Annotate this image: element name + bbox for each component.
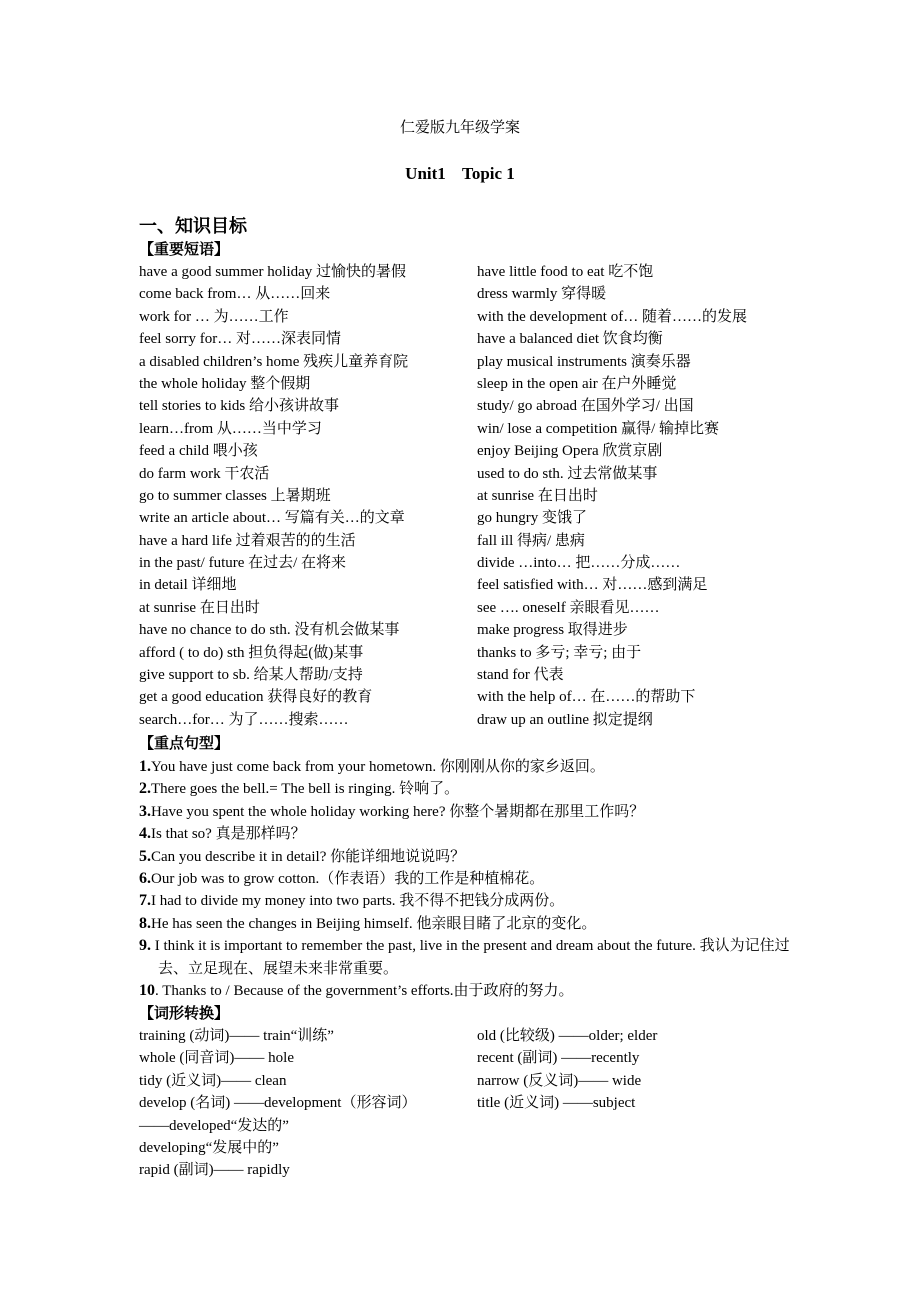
sentence-item [139, 823, 799, 845]
phrase-row [139, 261, 789, 283]
phrase-row [139, 463, 789, 485]
sentence-number: 9. [139, 937, 151, 955]
sentence-text: You have just come back from your hometown. 你刚刚从你的家乡返回。 [151, 759, 605, 775]
sentence-item [139, 935, 799, 980]
conversion-row [139, 1025, 789, 1047]
section-title: 一、知识目标 [139, 216, 247, 236]
phrase-row [139, 507, 789, 529]
sentence-item [139, 778, 799, 800]
phrase-left: a disabled children’s home 残疾儿童养育院 [139, 353, 409, 370]
sentence-item [139, 913, 799, 935]
phrase-row [139, 395, 789, 417]
unit-topic-title [0, 164, 920, 184]
conversion-left: rapid (副词)—— rapidly [139, 1162, 290, 1179]
conversion-left: developing“发展中的” [139, 1139, 279, 1156]
phrase-left: come back from… 从……回来 [139, 286, 331, 303]
phrase-left: at sunrise 在日出时 [139, 599, 260, 616]
phrase-right: thanks to 多亏; 幸亏; 由于 [477, 644, 642, 661]
phrase-right: win/ lose a competition 赢得/ 输掉比赛 [477, 420, 720, 437]
phrase-left: give support to sb. 给某人帮助/支持 [139, 667, 363, 684]
phrase-row [139, 664, 789, 686]
sentence-item [139, 890, 799, 912]
phrase-right: play musical instruments 演奏乐器 [477, 353, 691, 370]
phrase-left: have a good summer holiday 过愉快的暑假 [139, 264, 407, 280]
phrase-row [139, 485, 789, 507]
phrase-left: have a hard life 过着艰苦的的生活 [139, 532, 356, 549]
phrase-left: the whole holiday 整个假期 [139, 375, 311, 392]
phrase-left: in the past/ future 在过去/ 在将来 [139, 555, 347, 572]
phrase-right: used to do sth. 过去常做某事 [477, 465, 658, 482]
conversion-right: recent (副词) ——recently [477, 1050, 640, 1067]
sentence-text: I think it is important to remember the past, live in the present and dream about the future. 我认为记住过去、立足现在、展望未来非常重要。 [151, 938, 790, 977]
phrase-left: go to summer classes 上暑期班 [139, 487, 331, 504]
conversion-heading: 【词形转换】 [139, 1006, 230, 1022]
sentence-item [139, 756, 799, 778]
phrase-left: work for … 为……工作 [139, 308, 289, 325]
conversion-left: ——developed“发达的” [139, 1117, 289, 1134]
conversion-row [139, 1137, 789, 1159]
unit-label: Unit1 [405, 164, 446, 183]
phrase-left: feed a child 喂小孩 [139, 443, 258, 460]
sentence-item [139, 980, 799, 1002]
phrase-left: afford ( to do) sth 担负得起(做)某事 [139, 644, 364, 661]
phrase-left: learn…from 从……当中学习 [139, 420, 322, 437]
phrase-right: make progress 取得进步 [477, 622, 628, 639]
sentence-item [139, 846, 799, 868]
phrase-left: get a good education 获得良好的教育 [139, 689, 373, 706]
sentence-number: 8. [139, 914, 151, 932]
conversion-left: develop (名词) ——development（形容词） [139, 1095, 417, 1112]
phrase-right: dress warmly 穿得暖 [477, 286, 607, 303]
conversion-right: old (比较级) ——older; elder [477, 1028, 658, 1044]
phrase-row [139, 373, 789, 395]
phrase-right: study/ go abroad 在国外学习/ 出国 [477, 398, 694, 415]
conversion-row [139, 1115, 789, 1137]
phrase-row [139, 440, 789, 462]
phrase-row [139, 597, 789, 619]
conversion-right: title (近义词) ——subject [477, 1095, 636, 1112]
phrase-row [139, 530, 789, 552]
phrase-right: with the development of… 随着……的发展 [477, 308, 747, 325]
phrase-right: enjoy Beijing Opera 欣赏京剧 [477, 443, 663, 460]
phrase-right: have little food to eat 吃不饱 [477, 264, 654, 280]
conversion-left: whole (同音词)—— hole [139, 1050, 294, 1067]
phrase-right: with the help of… 在……的帮助下 [477, 689, 696, 706]
sentence-number: 7. [139, 892, 151, 910]
sentence-number: 10 [139, 982, 155, 1000]
sentence-number: 6. [139, 870, 151, 888]
phrase-left: have no chance to do sth. 没有机会做某事 [139, 622, 400, 639]
conversion-row [139, 1070, 789, 1092]
sentence-text: Is that so? 真是那样吗？ [151, 826, 306, 843]
sentence-number: 3. [139, 802, 151, 820]
sentence-text: . Thanks to / Because of the government’s efforts.由于政府的努力。 [155, 983, 574, 1000]
phrase-left: tell stories to kids 给小孩讲故事 [139, 398, 339, 415]
phrase-right: draw up an outline 拟定提纲 [477, 711, 653, 728]
topic-label: Topic 1 [462, 164, 515, 183]
phrase-row [139, 306, 789, 328]
phrase-row [139, 574, 789, 596]
sentence-text: I had to divide my money into two parts. 我不得不把钱分成两份。 [151, 893, 565, 910]
phrase-row [139, 328, 789, 350]
sentence-number: 4. [139, 825, 151, 843]
conversion-row [139, 1159, 789, 1181]
conversion-row [139, 1092, 789, 1114]
phrase-right: stand for 代表 [477, 667, 564, 684]
conversion-list [139, 1025, 789, 1182]
phrase-right: have a balanced diet 饮食均衡 [477, 331, 663, 348]
phrase-right: see …. oneself 亲眼看见…… [477, 599, 660, 616]
sentence-text: Have you spent the whole holiday working here? 你整个暑期都在那里工作吗？ [151, 803, 645, 820]
phrase-left: search…for… 为了……搜索…… [139, 711, 349, 728]
phrase-row [139, 418, 789, 440]
phrase-row [139, 552, 789, 574]
phrase-row [139, 642, 789, 664]
phrase-row [139, 619, 789, 641]
phrases-list [139, 261, 789, 731]
phrase-right: sleep in the open air 在户外睡觉 [477, 375, 677, 392]
phrase-right: fall ill 得病/ 患病 [477, 532, 585, 549]
conversion-row [139, 1047, 789, 1069]
phrase-left: in detail 详细地 [139, 577, 237, 594]
phrase-right: feel satisfied with… 对……感到满足 [477, 577, 708, 594]
phrase-left: do farm work 干农活 [139, 465, 270, 482]
phrase-row [139, 283, 789, 305]
sentence-text: There goes the bell.= The bell is ringing. 铃响了。 [151, 781, 460, 798]
conversion-left: training (动词)—— train“训练” [139, 1028, 334, 1044]
conversion-right: narrow (反义词)—— wide [477, 1072, 642, 1089]
conversion-left: tidy (近义词)—— clean [139, 1072, 287, 1089]
phrase-left: feel sorry for… 对……深表同情 [139, 331, 342, 348]
phrase-right: divide …into… 把……分成…… [477, 555, 681, 572]
sentence-number: 5. [139, 847, 151, 865]
sentences-heading: 【重点句型】 [139, 736, 230, 752]
phrase-left: write an article about… 写篇有关…的文章 [139, 510, 405, 527]
sentence-item [139, 801, 799, 823]
phrase-row [139, 709, 789, 731]
sentence-text: Can you describe it in detail? 你能详细地说说吗？ [151, 848, 466, 865]
phrases-heading: 【重要短语】 [139, 242, 230, 258]
phrase-row [139, 686, 789, 708]
sentence-text: He has seen the changes in Beijing himself. 他亲眼目睹了北京的变化。 [151, 915, 597, 932]
phrase-right: at sunrise 在日出时 [477, 487, 598, 504]
sentences-list [139, 756, 799, 1002]
document-title: 仁爱版九年级学案 [399, 120, 520, 136]
sentence-item [139, 868, 799, 890]
sentence-text: Our job was to grow cotton.（作表语）我的工作是种植棉花。 [151, 871, 545, 888]
sentence-number: 2. [139, 780, 151, 798]
phrase-right: go hungry 变饿了 [477, 510, 587, 527]
sentence-number: 1. [139, 758, 151, 775]
phrase-row [139, 351, 789, 373]
